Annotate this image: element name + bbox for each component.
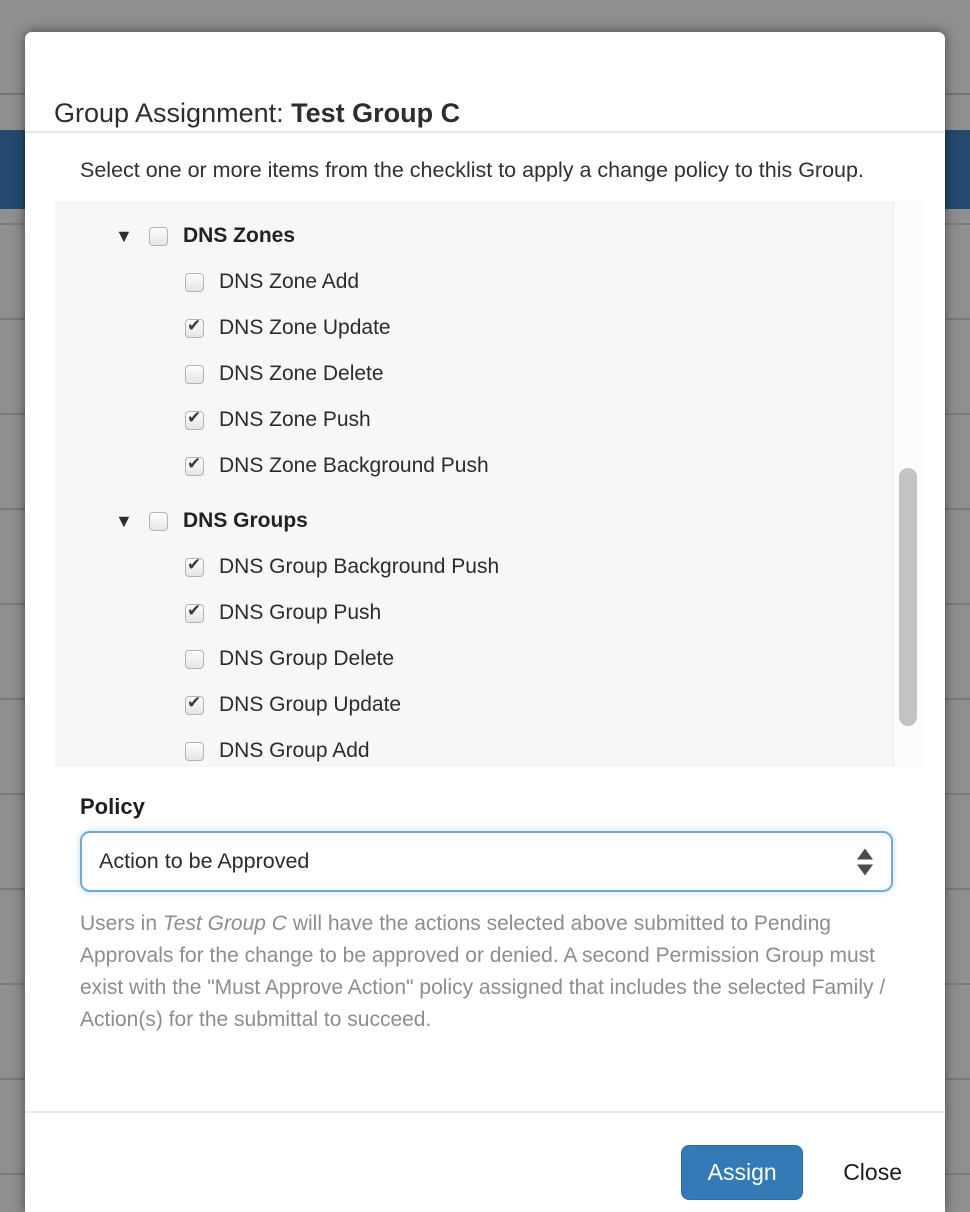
modal-header xyxy=(25,32,945,133)
collapse-triangle-icon[interactable] xyxy=(115,227,135,246)
checklist-item xyxy=(55,259,923,305)
checklist-item xyxy=(55,305,923,351)
group-assignment-modal xyxy=(25,32,945,1212)
checklist-item xyxy=(55,397,923,443)
description-group-name: Test Group C xyxy=(162,912,287,935)
item-checkbox[interactable] xyxy=(185,604,204,623)
action-checklist-panel xyxy=(55,201,923,767)
item-checkbox[interactable] xyxy=(185,273,204,292)
checklist-content xyxy=(55,201,923,767)
item-label[interactable]: DNS Zone Delete xyxy=(219,362,384,385)
modal-title-group-name: Test Group C xyxy=(291,98,461,128)
checklist-item xyxy=(55,636,923,682)
item-label[interactable]: DNS Group Delete xyxy=(219,647,395,670)
policy-label: Policy xyxy=(80,794,145,819)
policy-description xyxy=(80,908,892,1036)
item-checkbox[interactable] xyxy=(185,319,204,338)
item-checkbox[interactable] xyxy=(185,365,204,384)
checklist-group-dns-zones xyxy=(55,213,923,259)
checklist-item xyxy=(55,544,923,590)
item-label[interactable]: DNS Group Push xyxy=(219,601,382,624)
modal-footer xyxy=(25,1113,945,1212)
item-label[interactable]: DNS Zone Add xyxy=(219,270,360,293)
group-label[interactable]: DNS Groups xyxy=(183,509,308,532)
item-checkbox[interactable] xyxy=(185,457,204,476)
modal-title xyxy=(54,100,460,127)
checklist-item xyxy=(55,682,923,728)
item-checkbox[interactable] xyxy=(185,411,204,430)
modal-body xyxy=(25,133,945,1113)
item-checkbox[interactable] xyxy=(185,696,204,715)
policy-select[interactable] xyxy=(80,831,893,892)
item-label[interactable]: DNS Zone Update xyxy=(219,316,391,339)
checklist-item xyxy=(55,590,923,636)
close-button[interactable]: Close xyxy=(843,1145,902,1200)
checklist-item xyxy=(55,351,923,397)
collapse-triangle-icon[interactable] xyxy=(115,512,135,531)
item-label[interactable]: DNS Zone Push xyxy=(219,408,371,431)
description-prefix: Users in xyxy=(80,912,163,935)
assign-button[interactable]: Assign xyxy=(681,1145,803,1200)
modal-title-prefix: Group Assignment: xyxy=(54,98,292,128)
item-label[interactable]: DNS Group Background Push xyxy=(219,555,500,578)
description-suffix: will have the actions selected above submitted to Pending Approvals for the change to be approved or denied. A second Permission Group must exist with the "Must Approve Action" policy assigned that includes the selected Family / Action(s) for the submittal to succeed. xyxy=(80,912,886,1031)
item-checkbox[interactable] xyxy=(185,742,204,761)
intro-text: Select one or more items from the checklist to apply a change policy to this Group. xyxy=(80,158,864,182)
item-checkbox[interactable] xyxy=(185,558,204,577)
checklist-item xyxy=(55,728,923,767)
checklist-item xyxy=(55,443,923,489)
policy-selected-value: Action to be Approved xyxy=(99,849,310,873)
checklist-group-dns-groups xyxy=(55,498,923,544)
item-label[interactable]: DNS Group Update xyxy=(219,693,402,716)
item-label[interactable]: DNS Zone Background Push xyxy=(219,454,489,477)
checklist-scrollbar-track[interactable] xyxy=(893,201,923,767)
select-updown-icon xyxy=(857,848,873,875)
checklist-scrollbar-thumb[interactable] xyxy=(899,468,917,726)
group-checkbox[interactable] xyxy=(149,227,168,246)
group-label[interactable]: DNS Zones xyxy=(183,224,296,247)
group-checkbox[interactable] xyxy=(149,512,168,531)
item-label[interactable]: DNS Group Add xyxy=(219,739,370,762)
item-checkbox[interactable] xyxy=(185,650,204,669)
